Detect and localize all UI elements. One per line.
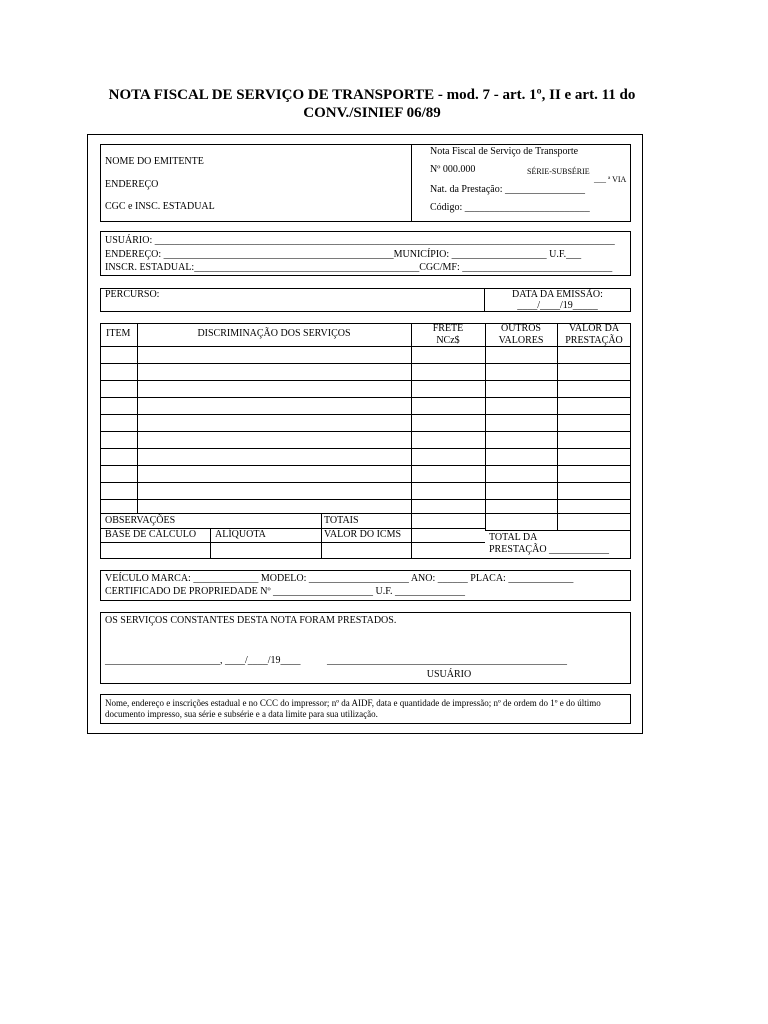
nota-numero: Nº 000.000	[430, 164, 476, 175]
table-row-divider	[100, 414, 631, 415]
emitente-nome: NOME DO EMITENTE	[105, 156, 204, 167]
usuario-nome: USUÁRIO: ____________________________________________________________________________________________	[105, 235, 615, 246]
emitente-divider	[411, 144, 412, 222]
table-row-divider	[100, 465, 631, 466]
header-frete	[411, 323, 485, 347]
rodape-texto: Nome, endereço e inscrições estadual e no CCC do impressor; nº da AIDF, data e quantidade de impressão; nº de ordem do 1º e do último documento impresso, sua série e subsérie e a data limite para sua utilização.	[105, 698, 601, 719]
declaracao-assinatura: ________________________________________________	[327, 655, 567, 666]
column-divider-item	[137, 323, 138, 513]
column-divider-outros	[485, 323, 486, 530]
data-emissao-label: DATA DA EMISSÃO:	[512, 289, 603, 300]
servicos-table	[100, 323, 631, 559]
document-title	[60, 86, 684, 122]
totals-bottom-divider	[100, 542, 485, 543]
table-row-divider	[100, 380, 631, 381]
header-frete-line2: NCz$	[436, 335, 460, 346]
valor-icms-label: VALOR DO ICMS	[324, 529, 402, 540]
veiculo-certificado: CERTIFICADO DE PROPRIEDADE Nº ____________________ U.F. ______________	[105, 586, 466, 597]
total-prestacao-label	[489, 532, 609, 556]
emitente-endereco: ENDEREÇO	[105, 179, 159, 190]
totals-divider-aliquota	[210, 528, 211, 559]
header-outros	[485, 323, 557, 347]
nota-serie: SÉRIE-SUBSÉRIE	[527, 167, 590, 176]
total-prestacao-line1: TOTAL DA	[489, 532, 538, 543]
title-line-2: CONV./SINIEF 06/89	[303, 105, 441, 121]
total-prestacao-top	[485, 530, 631, 531]
table-row-divider	[100, 499, 631, 500]
table-body-bottom	[100, 513, 631, 514]
nota-heading: Nota Fiscal de Serviço de Transporte	[430, 146, 579, 157]
table-row-divider	[100, 363, 631, 364]
header-frete-line1: FRETE	[432, 323, 464, 334]
percurso-divider	[484, 288, 485, 312]
column-divider-valor	[557, 323, 558, 530]
header-item: ITEM	[106, 328, 131, 339]
header-valor	[557, 323, 631, 347]
header-discriminacao: DISCRIMINAÇÃO DOS SERVIÇOS	[197, 328, 351, 339]
declaracao-texto: OS SERVIÇOS CONSTANTES DESTA NOTA FORAM PRESTADOS.	[105, 615, 397, 626]
header-outros-line1: OUTROS	[500, 323, 541, 334]
base-calculo-label: BASE DE CÁLCULO	[105, 529, 197, 540]
column-divider-frete	[411, 323, 412, 559]
emitente-cgc: CGC e INSC. ESTADUAL	[105, 201, 215, 212]
header-outros-line2: VALORES	[498, 335, 544, 346]
table-row-divider	[100, 482, 631, 483]
observacoes-label: OBSERVAÇÕES	[105, 515, 176, 526]
table-row-divider	[100, 448, 631, 449]
total-prestacao-line2: PRESTAÇÃO ____________	[489, 544, 610, 555]
percurso-label: PERCURSO:	[105, 289, 160, 300]
nota-codigo: Código: _________________________	[430, 202, 590, 213]
data-emissao-value: ____/____/19_____	[517, 300, 598, 311]
title-line-1: NOTA FISCAL DE SERVIÇO DE TRANSPORTE - mod. 7 - art. 1º, II e art. 11 do	[108, 87, 636, 103]
declaracao-local-data: _______________________, ____/____/19____	[105, 655, 301, 666]
totais-label: TOTAIS	[324, 515, 359, 526]
header-valor-line2: PRESTAÇÃO	[565, 335, 623, 346]
veiculo-marca: VEÍCULO MARCA: _____________ MODELO: ____________________ ANO: ______ PLACA: _____________	[105, 573, 574, 584]
nota-via: ___ ª VIA	[594, 175, 627, 184]
usuario-endereco: ENDEREÇO: ______________________________________________MUNICÍPIO: ___________________ U.F.___	[105, 249, 582, 260]
declaracao-usuario: USUÁRIO	[426, 669, 472, 680]
table-row-divider	[100, 397, 631, 398]
totals-divider-icms	[321, 513, 322, 559]
aliquota-label: ALÍQUOTA	[215, 529, 266, 540]
nota-natureza: Nat. da Prestação: ________________	[430, 184, 585, 195]
table-row-divider	[100, 431, 631, 432]
header-valor-line1: VALOR DA	[568, 323, 620, 334]
usuario-inscricao: INSCR. ESTADUAL:_____________________________________________CGC/MF: ______________________________	[105, 262, 613, 273]
